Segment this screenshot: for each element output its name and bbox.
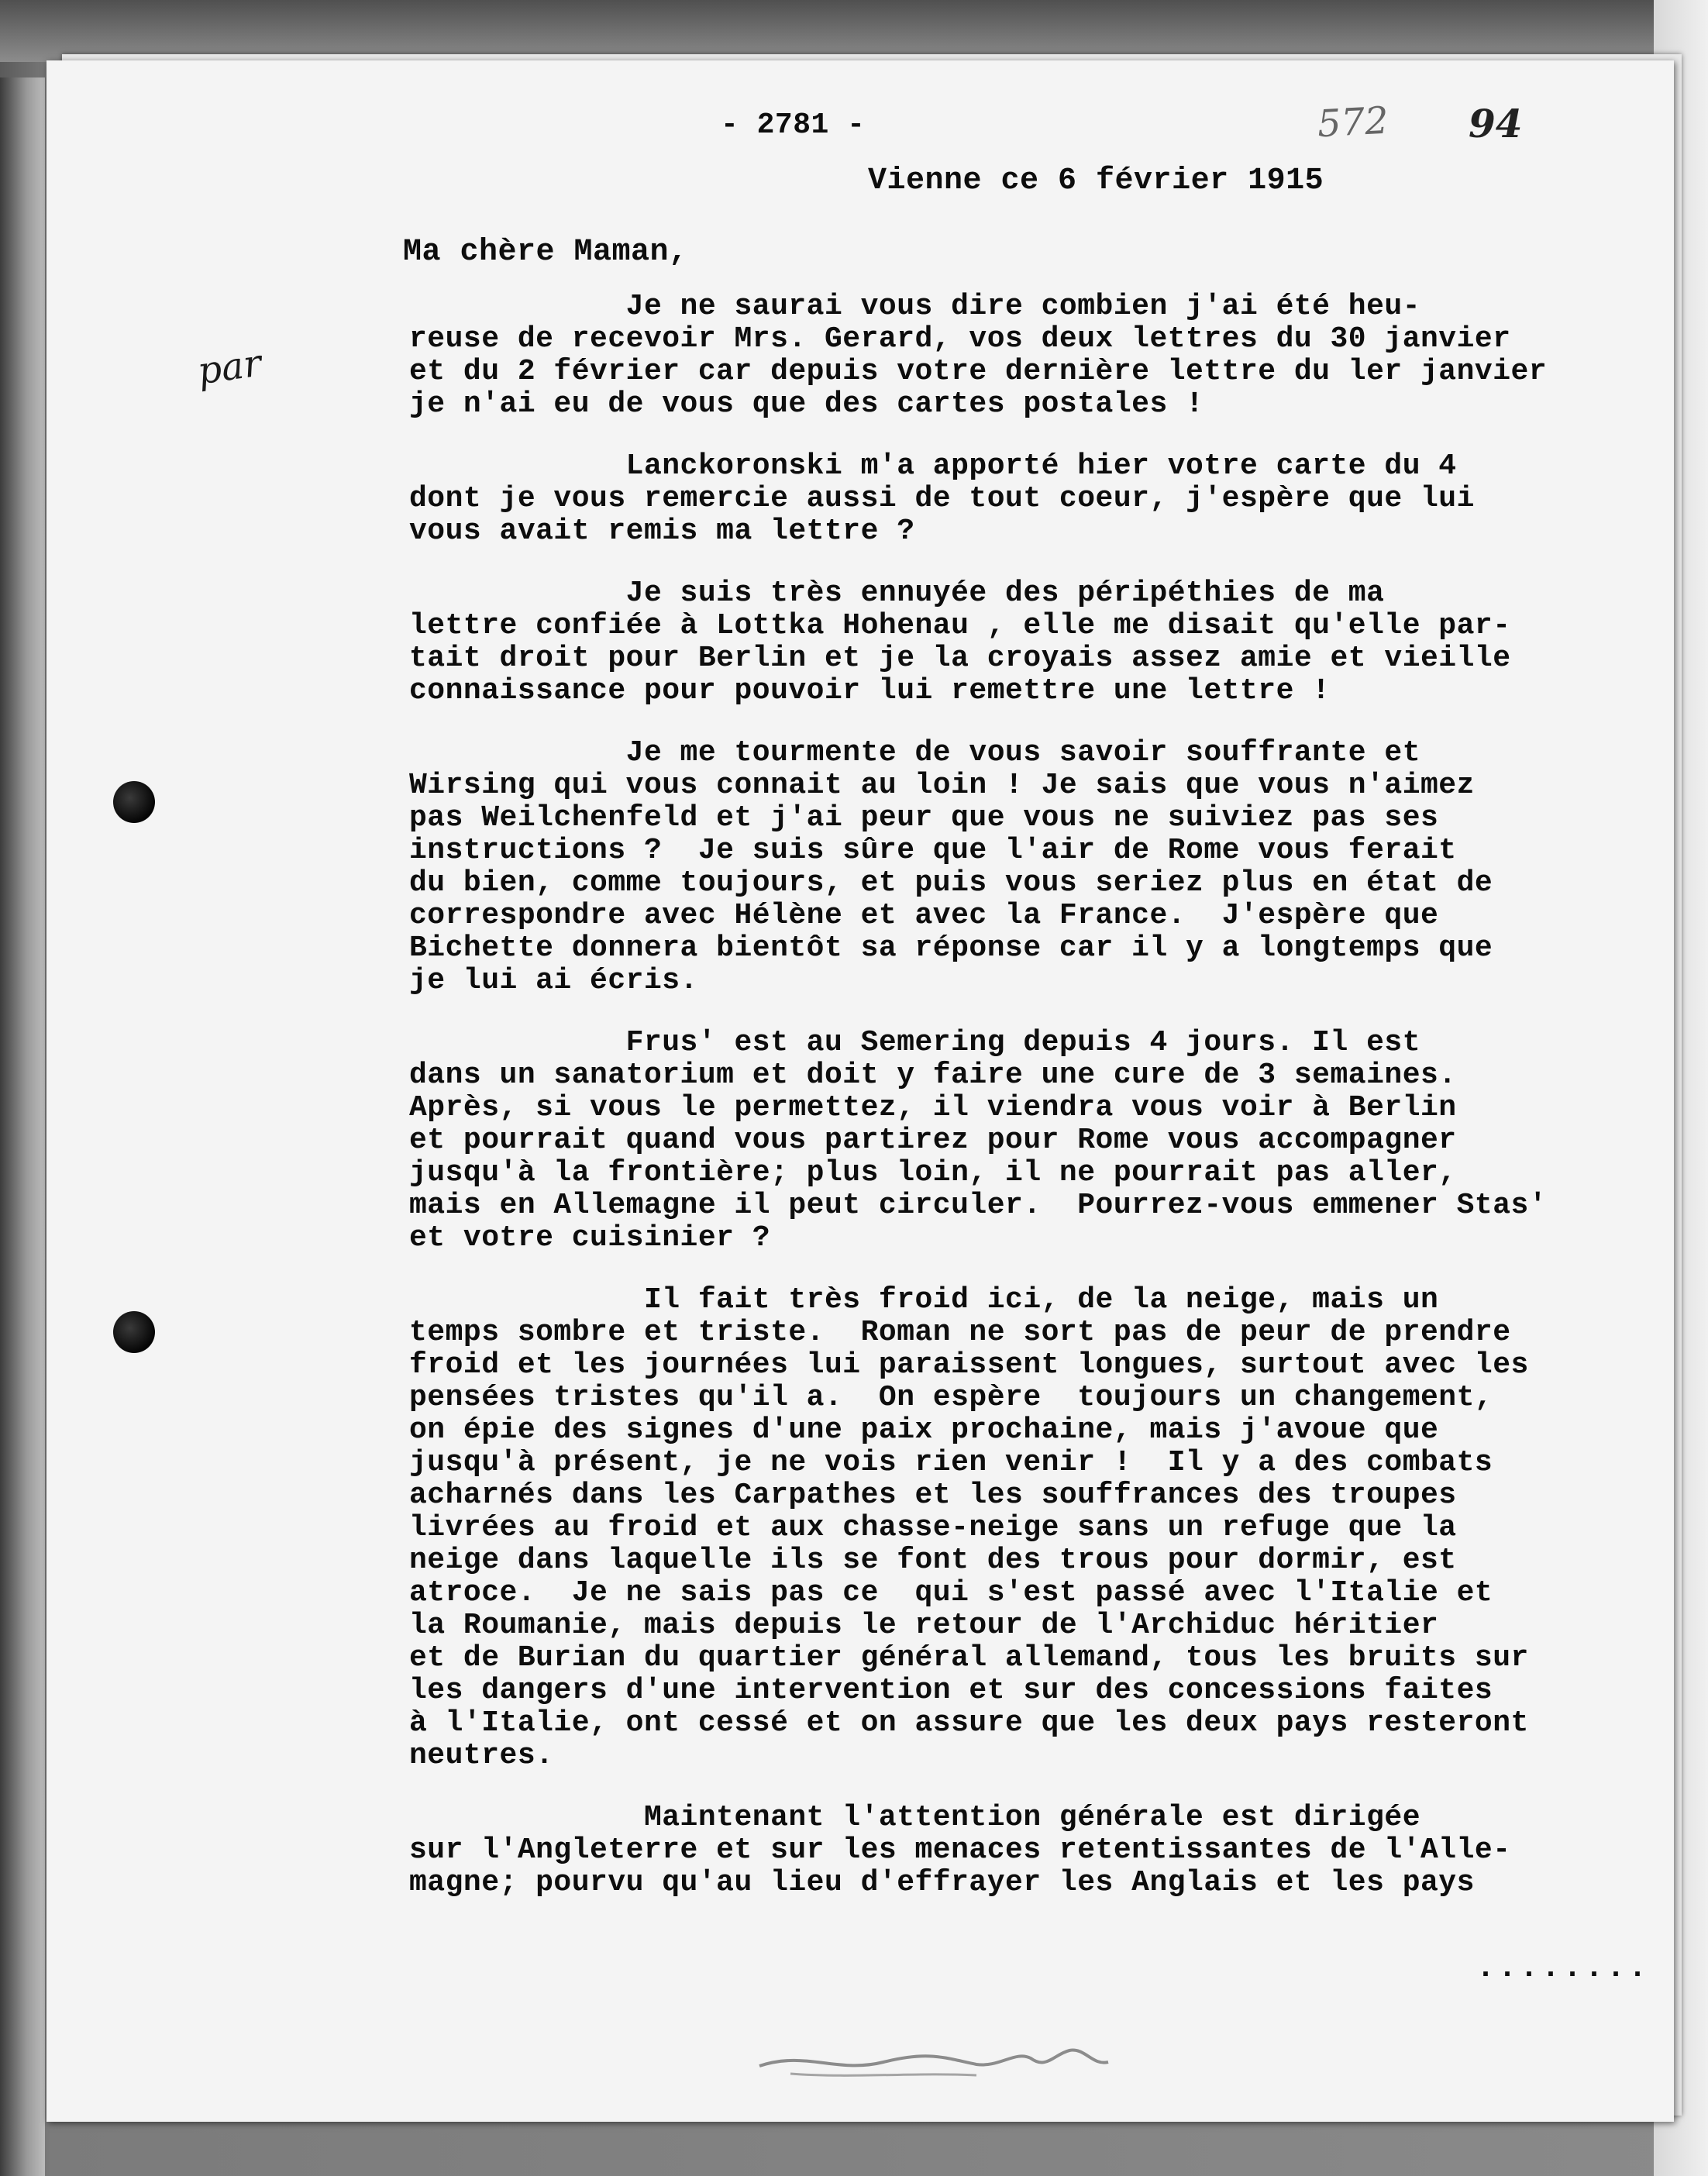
paragraph: [409, 1284, 1674, 1772]
punch-hole-top: [113, 781, 155, 823]
text-line: magne; pourvu qu'au lieu d'effrayer les Anglais et les pays: [409, 1866, 1475, 1899]
text-line: et de Burian du quartier général allemand, tous les bruits sur: [409, 1641, 1529, 1675]
text-line: connaissance pour pouvoir lui remettre une lettre !: [409, 674, 1331, 708]
handwritten-folio-number: 572: [1316, 98, 1390, 146]
text-line: lettre confiée à Lottka Hohenau , elle me disait qu'elle par-: [409, 609, 1511, 642]
handwritten-margin-note: par: [195, 341, 264, 394]
text-line: les dangers d'une intervention et sur des concessions faites: [409, 1674, 1493, 1707]
text-line: je lui ai écris.: [409, 964, 698, 997]
text-line: Il fait très froid ici, de la neige, mais un: [409, 1283, 1439, 1317]
text-line: jusqu'à présent, je ne vois rien venir ! Il y a des combats: [409, 1446, 1493, 1479]
text-line: on épie des signes d'une paix prochaine, mais j'avoue que: [409, 1413, 1439, 1447]
text-line: pas Weilchenfeld et j'ai peur que vous ne suiviez pas ses: [409, 801, 1439, 835]
archive-folio-number: 94: [1469, 101, 1523, 146]
text-line: reuse de recevoir Mrs. Gerard, vos deux lettres du 30 janvier: [409, 322, 1511, 356]
text-line: acharnés dans les Carpathes et les souffrances des troupes: [409, 1479, 1457, 1512]
punch-hole-bottom: [113, 1311, 155, 1353]
paragraph: [409, 577, 1674, 708]
text-line: Après, si vous le permettez, il viendra vous voir à Berlin: [409, 1091, 1457, 1124]
text-line: du bien, comme toujours, et puis vous seriez plus en état de: [409, 866, 1493, 900]
handwritten-scribble-mark: [744, 2027, 1178, 2089]
text-line: Maintenant l'attention générale est dirigée: [409, 1801, 1421, 1834]
text-line: pensées tristes qu'il a. On espère toujours un changement,: [409, 1381, 1493, 1414]
text-line: Je suis très ennuyée des péripéthies de ma: [409, 577, 1385, 610]
text-line: neutres.: [409, 1739, 554, 1772]
text-line: et du 2 février car depuis votre dernière lettre du ler janvier: [409, 355, 1548, 388]
text-line: Bichette donnera bientôt sa réponse car il y a longtemps que: [409, 931, 1493, 965]
text-line: mais en Allemagne il peut circuler. Pourrez-vous emmener Stas': [409, 1189, 1548, 1222]
text-line: et pourrait quand vous partirez pour Rome vous accompagner: [409, 1124, 1457, 1157]
text-line: Je me tourmente de vous savoir souffrante et: [409, 736, 1421, 770]
text-line: je n'ai eu de vous que des cartes postales !: [409, 387, 1204, 421]
text-line: livrées au froid et aux chasse-neige sans un refuge que la: [409, 1511, 1457, 1544]
text-line: Wirsing qui vous connait au loin ! Je sais que vous n'aimez: [409, 769, 1475, 802]
paragraph: [409, 450, 1674, 548]
letter-page: [46, 60, 1674, 2122]
paragraph: [409, 737, 1674, 997]
paragraph: [409, 1802, 1674, 1899]
letter-salutation: Ma chère Maman,: [403, 235, 688, 270]
letter-date-line: Vienne ce 6 février 1915: [868, 164, 1324, 198]
text-line: à l'Italie, ont cessé et on assure que les deux pays resteront: [409, 1706, 1529, 1740]
text-line: jusqu'à la frontière; plus loin, il ne pourrait pas aller,: [409, 1156, 1457, 1190]
text-line: correspondre avec Hélène et avec la France. J'espère que: [409, 899, 1439, 932]
text-line: temps sombre et triste. Roman ne sort pas de peur de prendre: [409, 1316, 1511, 1349]
text-line: dans un sanatorium et doit y faire une cure de 3 semaines.: [409, 1059, 1457, 1092]
scan-left-edge: [0, 77, 45, 2176]
text-line: Frus' est au Semering depuis 4 jours. Il est: [409, 1026, 1421, 1059]
text-line: instructions ? Je suis sûre que l'air de Rome vous ferait: [409, 834, 1457, 867]
text-line: vous avait remis ma lettre ?: [409, 515, 915, 548]
text-line: tait droit pour Berlin et je la croyais assez amie et vieille: [409, 642, 1511, 675]
text-line: et votre cuisinier ?: [409, 1221, 771, 1255]
text-line: dont je vous remercie aussi de tout coeur, j'espère que lui: [409, 482, 1475, 515]
text-line: sur l'Angleterre et sur les menaces retentissantes de l'Alle-: [409, 1833, 1511, 1867]
text-line: Je ne saurai vous dire combien j'ai été heu-: [409, 290, 1421, 323]
paragraph: [409, 1027, 1674, 1255]
text-line: atroce. Je ne sais pas ce qui s'est passé avec l'Italie et: [409, 1576, 1493, 1610]
scan-top-edge: [0, 0, 1708, 62]
text-line: Lanckoronski m'a apporté hier votre carte du 4: [409, 449, 1457, 483]
continuation-dots: ........: [1476, 1951, 1651, 1986]
text-line: froid et les journées lui paraissent longues, surtout avec les: [409, 1348, 1529, 1382]
paragraph: [409, 291, 1674, 421]
typed-page-number: - 2781 -: [721, 108, 866, 142]
letter-body: [409, 291, 1674, 1929]
text-line: la Roumanie, mais depuis le retour de l'Archiduc héritier: [409, 1609, 1439, 1642]
text-line: neige dans laquelle ils se font des trous pour dormir, est: [409, 1544, 1457, 1577]
